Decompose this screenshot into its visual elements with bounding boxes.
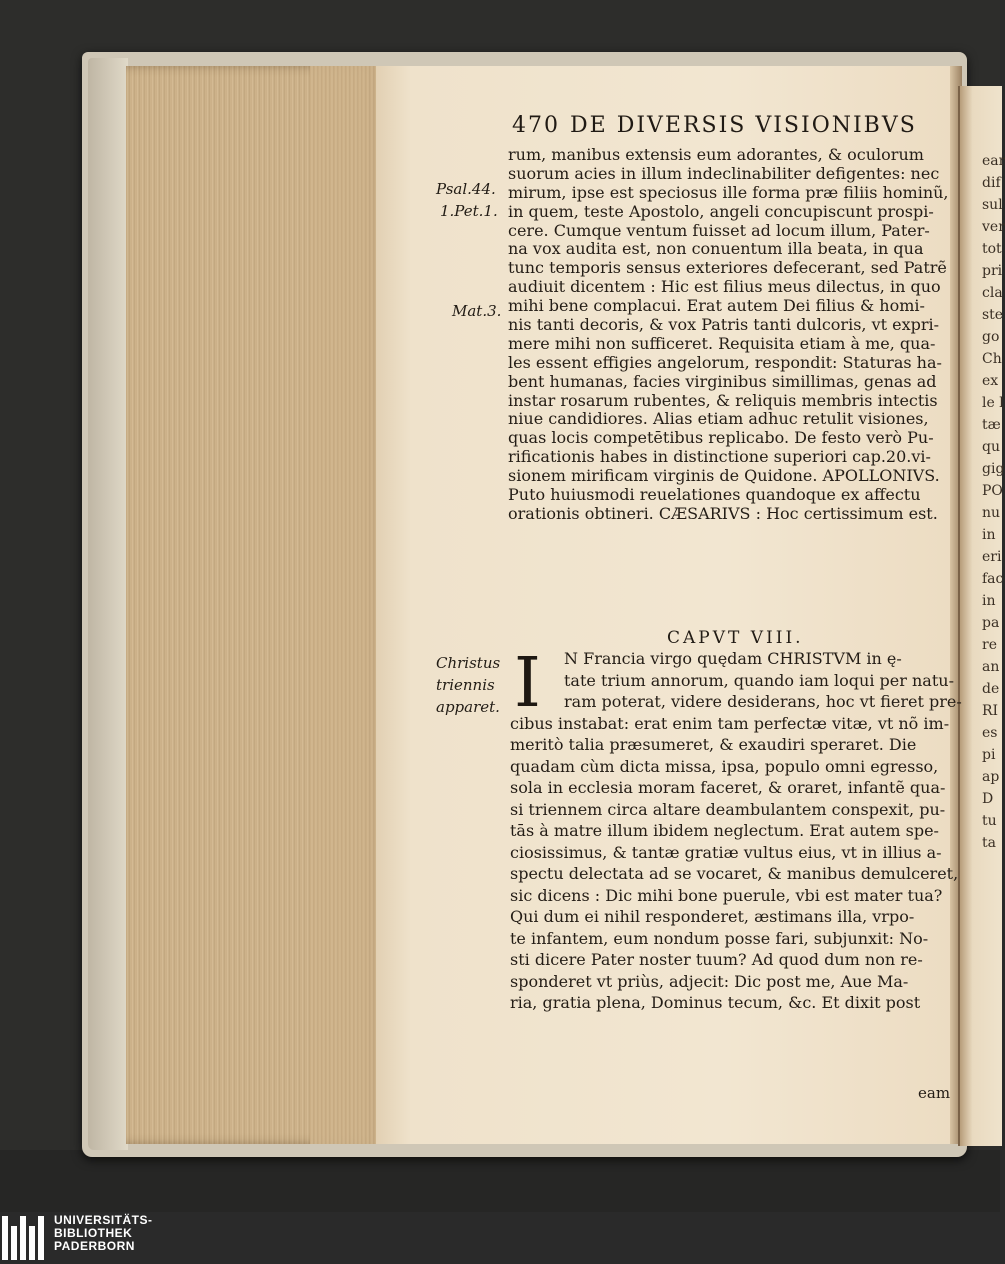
fragment: fac (982, 571, 1004, 587)
margin-note: Psal.44. (436, 180, 496, 198)
fragment: es (982, 725, 998, 741)
text-line: orationis obtineri. CÆSARIVS : Hoc certissimum est. (508, 503, 938, 523)
fragment: gig (982, 461, 1005, 477)
fragment: ap (982, 769, 1000, 785)
body-text (508, 146, 955, 524)
scan-background (0, 1150, 1000, 1212)
text-line: ciosissimus, & tantæ gratiæ vultus eius, vt in illius a- (510, 842, 942, 862)
fragment: qu (982, 439, 1000, 455)
fragment: in (982, 527, 996, 543)
library-name-line: BIBLIOTHEK (54, 1226, 133, 1240)
fragment: ta (982, 835, 996, 851)
text-line: na vox audita est, non conuentum illa beata, in qua (508, 239, 924, 259)
margin-note: apparet. (436, 698, 500, 716)
catchword: eam (918, 1084, 951, 1102)
fragment: an (982, 659, 1000, 675)
fragment: nu (982, 505, 1001, 521)
margin-note: 1.Pet.1. (440, 202, 498, 220)
page-number: 470 (512, 113, 560, 138)
fragment: pa (982, 615, 1000, 631)
fragment: tot (982, 241, 1002, 257)
text-line: cibus instabat: erat enim tam perfectæ vitæ, vt nõ im- (510, 713, 950, 733)
running-header (512, 113, 917, 138)
text-line: tate trium annorum, quando iam loqui per natu- (564, 670, 954, 690)
text-line: tās à matre illum ibidem neglectum. Erat autem spe- (510, 821, 939, 840)
fragment: in (982, 593, 996, 609)
fragment: eri (982, 549, 1002, 565)
fragment: sul (982, 197, 1003, 213)
fragment: go (982, 329, 1000, 345)
fragment: Ch (982, 351, 1002, 367)
page-edges-inner (310, 66, 376, 1144)
text-line: ram poterat, videre desiderans, hoc vt fieret pre- (564, 692, 962, 711)
book-cover-edge (88, 58, 128, 1150)
text-line: nis tanti decoris, & vox Patris tanti dulcoris, vt expri- (508, 315, 940, 335)
library-name-line: UNIVERSITÄTS- (54, 1213, 153, 1227)
text-line: si triennem circa altare deambulantem conspexit, pu- (510, 799, 946, 819)
fragment: ex (982, 373, 999, 389)
text-line: Qui dum ei nihil responderet, æstimans illa, vrpo- (510, 907, 915, 926)
fragment: D (982, 791, 994, 807)
fragment: ear (982, 153, 1005, 169)
text-line: sic dicens : Dic mihi bone puerule, vbi est mater tua? (510, 885, 943, 905)
fragment: cla (982, 285, 1003, 301)
margin-note: Christus (436, 654, 501, 672)
fragment: tæ (982, 417, 1001, 433)
margin-note: Mat.3. (452, 302, 502, 320)
text-line: tunc temporis sensus exteriores defecerant, sed Patrẽ (508, 258, 947, 278)
fragment: le l (982, 395, 1004, 411)
text-line: niue candidiores. Alias etiam adhuc retulit visiones, (508, 409, 929, 429)
text-line: mirum, ipse est speciosus ille forma præ filiis hominũ, (508, 182, 949, 202)
fragment: dif (982, 175, 1001, 191)
text-line: rum, manibus extensis eum adorantes, & oculorum (508, 145, 924, 164)
text-line: mere mihi non sufficeret. Requisita etiam à me, qua- (508, 333, 936, 353)
text-line: sionem mirificam virginis de Quidone. APOLLONIVS. (508, 466, 940, 486)
text-line: mihi bene complacui. Erat autem Dei filius & homi- (508, 296, 925, 316)
text-line: meritò talia præsumeret, & exaudiri speraret. Die (510, 735, 917, 754)
fragment: tu (982, 813, 997, 829)
chapter-heading: CAPVT VIII. (667, 628, 804, 648)
text-line: N Francia virgo quędam CHRISTVM in ę- (564, 649, 902, 668)
text-line: sola in ecclesia moram faceret, & oraret, infantẽ qua- (510, 778, 946, 797)
text-line: cere. Cumque ventum fuisset ad locum illum, Pater- (508, 220, 930, 240)
margin-note: triennis (436, 676, 495, 694)
text-line: Puto huiusmodi reuelationes quandoque ex affectu (508, 485, 921, 505)
text-line: sti dicere Pater noster tuum? Ad quod dum non re- (510, 950, 923, 969)
text-line: audiuit dicentem : Hic est filius meus dilectus, in quo (508, 277, 941, 297)
library-name (54, 1214, 153, 1253)
fragment: ste (982, 307, 1004, 323)
fragment: RI (982, 703, 999, 719)
text-line: suorum acies in illum indeclinabiliter defigentes: nec (508, 163, 940, 183)
fragment: re (982, 637, 997, 653)
text-line: spectu delectata ad se vocaret, & manibus demulceret, (510, 864, 959, 883)
text-line: ria, gratia plena, Dominus tecum, &c. Et dixit post (510, 993, 921, 1012)
text-line: in quem, teste Apostolo, angeli concupiscunt prospi- (508, 201, 934, 221)
text-line: sponderet vt priùs, adjecit: Dic post me, Aue Ma- (510, 971, 909, 991)
drop-cap: I (514, 644, 541, 723)
text-line: te infantem, eum nondum posse fari, subjunxit: No- (510, 928, 929, 948)
library-name-line: PADERBORN (54, 1239, 135, 1253)
text-line: les essent effigies angelorum, respondit: Staturas ha- (508, 352, 942, 372)
text-line: instar rosarum rubentes, & reliquis membris intectis (508, 390, 938, 410)
fragment: ver (982, 219, 1005, 235)
fragment: PO (982, 483, 1003, 499)
text-line: quadam cùm dicta missa, ipsa, populo omni egresso, (510, 756, 939, 776)
next-page-fragments (982, 150, 1005, 854)
running-head-title: DE DIVERSIS VISIONIBVS (570, 113, 917, 138)
fragment: pi (982, 747, 996, 763)
fragment: de (982, 681, 1000, 697)
fragment: pri (982, 263, 1003, 279)
text-line: rificationis habes in distinctione superiori cap.20.vi- (508, 447, 931, 467)
chapter-text (510, 644, 962, 1014)
text-line: bent humanas, facies virginibus simillimas, genas ad (508, 371, 937, 391)
text-line: quas locis competētibus replicabo. De festo verò Pu- (508, 428, 934, 448)
